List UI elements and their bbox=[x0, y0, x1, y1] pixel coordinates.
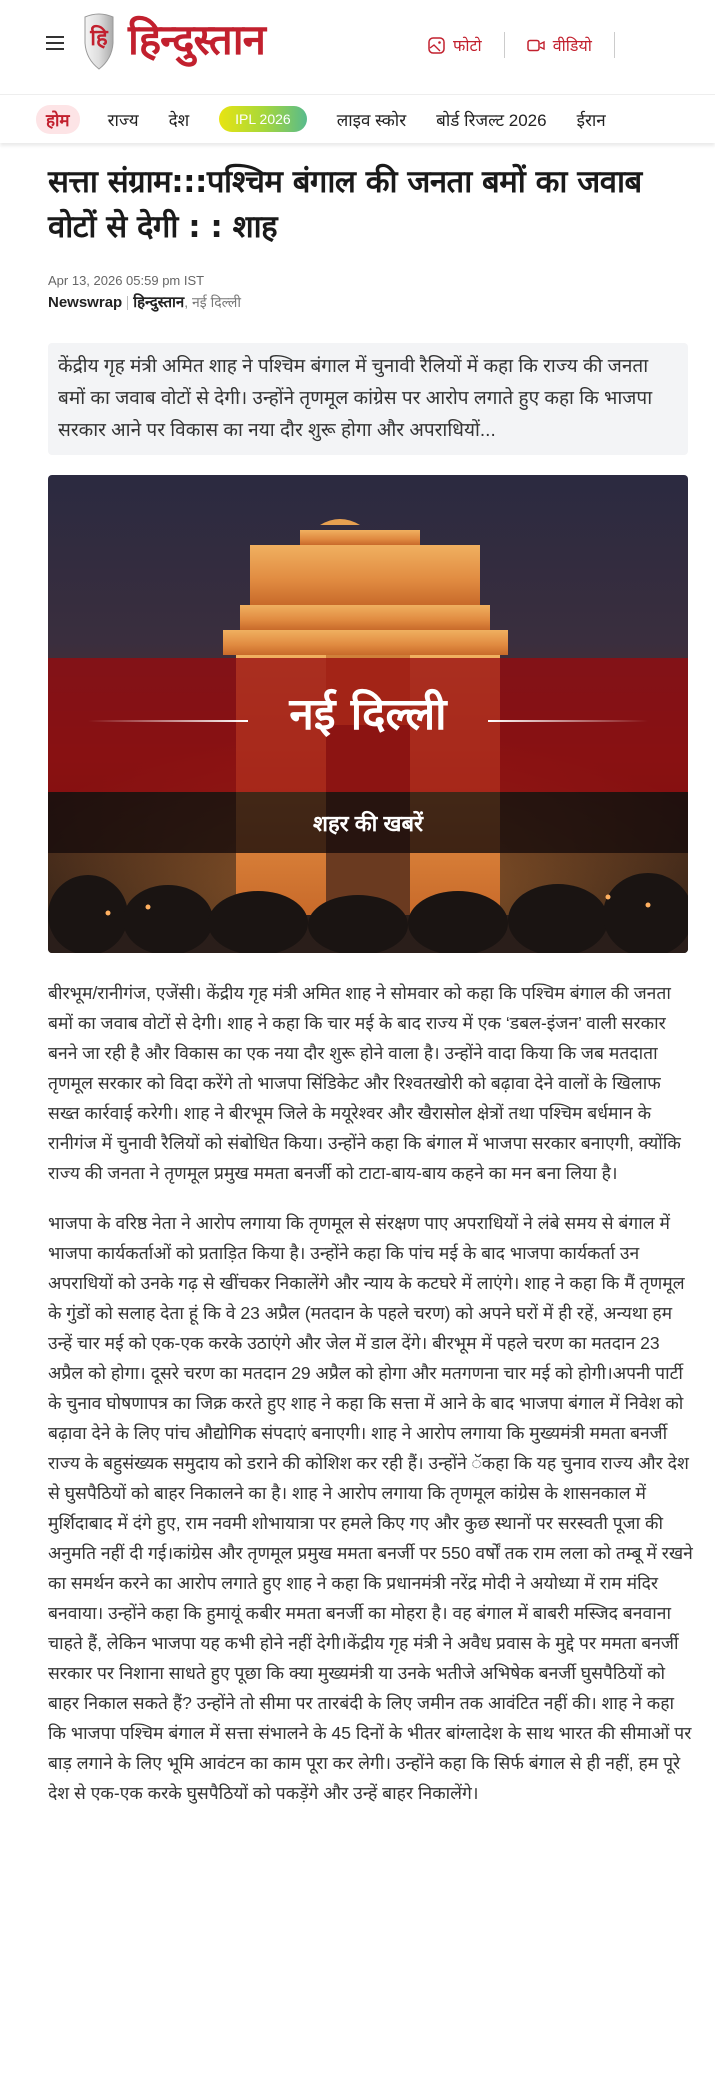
hero-title: नई दिल्ली bbox=[289, 689, 447, 740]
nav-item-country[interactable]: देश bbox=[168, 110, 190, 130]
main-nav bbox=[0, 94, 715, 143]
photo-link[interactable] bbox=[428, 34, 504, 56]
article-paragraph: भाजपा के वरिष्ठ नेता ने आरोप लगाया कि तृणमूल से संरक्षण पाए अपराधियों ने लंबे समय से बंगाल में भाजपा कार्यकर्ताओं को प्रताड़ित किया है। उन्होंने कहा कि पांच मई के बाद भाजपा कार्यकर्ता उन अपराधियों को उनके गढ़ से खींचकर निकालेंगे और न्याय के कटघरे में लाएंगे। शाह ने कहा कि मैं तृणमूल के गुंडों को सलाह देता हूं कि वे 23 अप्रैल (मतदान के पहले चरण) को अपने घरों में ही रहें, अन्यथा हम उन्हें चार मई को एक-एक करके उठाएंगे और जेल में डाल देंगे। बीरभूम में पहले चरण का मतदान 23 अप्रैल को होगा। दूसरे चरण का मतदान 29 अप्रैल को होगा और मतगणना चार मई को होगी।अपनी पार्टी के चुनाव घोषणापत्र का जिक्र करते हुए शाह ने कहा कि सत्ता में आने के बाद भाजपा बंगाल में निवेश को बढ़ावा देने के लिए पांच औद्योगिक संपदाएं बनाएगी। शाह ने आरोप लगाया कि मुख्यमंत्री ममता बनर्जी राज्य के बहुसंख्यक समुदाय को डराने की कोशिश कर रही हैं। उन्होंने ॅकहा कि यह चुनाव राज्य और देश से घुसपैठियों को बाहर निकालने का है। शाह ने आरोप लगाया कि तृणमूल कांग्रेस के शासनकाल में मुर्शिदाबाद में दंगे हुए, राम नवमी शोभायात्रा पर हमले किए गए और कुछ स्थानों पर सरस्वती पूजा की अनुमति नहीं दी गई।कांग्रेस और तृणमूल प्रमुख ममता बनर्जी पर 550 वर्षों तक राम लला को तम्बू में रखने का समर्थन करने का आरोप लगाते हुए शाह ने कहा कि प्रधानमंत्री नरेंद्र मोदी ने अयोध्या में राम मंदिर बनवाया। उन्होंने कहा कि हुमायूं कबीर ममता बनर्जी का मोहरा है। वह बंगाल में बाबरी मस्जिद बनवाना चाहते हैं, लेकिन भाजपा यह कभी होने नहीं देगी।केंद्रीय गृह मंत्री ने अवैध प्रवास के मुद्दे पर ममता बनर्जी सरकार पर निशाना साधते हुए पूछा कि क्या मुख्यमंत्री या उनके भतीजे अभिषेक बनर्जी घुसपैठियों को बाहर निकाल सकते हैं? उन्होंने तो सीमा पर तारबंदी के लिए जमीन तक आवंटित नहीं की। शाह ने कहा कि भाजपा पश्चिम बंगाल में सत्ता संभालने के 45 दिनों के भीतर बांग्लादेश के साथ भारत की सीमाओं पर बाड़ लगाने के लिए भूमि आवंटन का काम पूरा कर लेगी। उन्होंने कहा कि सिर्फ बंगाल से ही नहीं, हम पूरे देश से एक-एक करके घुसपैठियों को पकड़ेंगे और उन्हें बाहर निकालेंगे। bbox=[48, 1213, 693, 1803]
nav-item-live-score[interactable]: लाइव स्कोर bbox=[336, 110, 407, 130]
article-header bbox=[48, 160, 688, 312]
nav-item-home[interactable]: होम bbox=[36, 105, 80, 134]
author-name[interactable]: Newswrap bbox=[48, 294, 123, 311]
article-date: Apr 13, 2026 05:59 pm IST bbox=[48, 273, 205, 288]
video-label: वीडियो bbox=[552, 38, 592, 55]
photo-label: फोटो bbox=[453, 38, 482, 55]
photo-icon bbox=[428, 37, 445, 54]
hero-subtitle: शहर की खबरें bbox=[312, 811, 423, 836]
video-icon bbox=[527, 39, 545, 52]
article-paragraph: बीरभूम/रानीगंज, एजेंसी। केंद्रीय गृह मंत्री अमित शाह ने सोमवार को कहा कि पश्चिम बंगाल की जनता बमों का जवाब वोटों से देगी। शाह ने कहा कि चार मई के बाद राज्य में एक ‘डबल-इंजन’ वाली सरकार बनने जा रही है और विकास का एक नया दौर शुरू होने वाला है। उन्होंने वादा किया कि जब मतदाता तृणमूल सरकार को विदा करेंगे तो भाजपा सिंडिकेट और रिश्वतखोरी को बढ़ावा देने वालों के खिलाफ सख्त कार्रवाई करेगी। शाह ने बीरभूम जिले के मयूरेश्वर और खैरासोल क्षेत्रों तथा पश्चिम बर्धमान के रानीगंज में चुनावी रैलियों को संबोधित किया। उन्होंने कहा कि बंगाल में भाजपा सरकार बनाएगी, क्योंकि राज्य की जनता ने तृणमूल प्रमुख ममता बनर्जी को टाटा-बाय-बाय कहने का मन बना लिया है। bbox=[48, 983, 681, 1183]
site-header bbox=[0, 0, 715, 92]
article-summary: केंद्रीय गृह मंत्री अमित शाह ने पश्चिम बंगाल में चुनावी रैलियों में कहा कि राज्य की जनता बमों का जवाब वोटों से देगी। उन्होंने तृणमूल कांग्रेस पर आरोप लगाते हुए कहा कि भाजपा सरकार आने पर विकास का नया दौर शुरू होगा और अपराधियों... bbox=[48, 343, 688, 455]
nav-item-iran[interactable]: ईरान bbox=[576, 110, 606, 130]
logo-text: हिन्दुस्तान bbox=[128, 15, 265, 64]
quick-links bbox=[428, 30, 637, 60]
byline bbox=[48, 292, 688, 312]
site-logo[interactable] bbox=[82, 8, 265, 72]
nav-item-states[interactable]: राज्य bbox=[107, 110, 139, 130]
article-place: , नई दिल्ली bbox=[184, 294, 242, 310]
nav-item-ipl[interactable]: IPL 2026 bbox=[219, 106, 307, 132]
hero-image bbox=[48, 475, 688, 953]
divider bbox=[504, 32, 505, 58]
byline-divider bbox=[127, 296, 128, 310]
publication-name: हिन्दुस्तान bbox=[133, 294, 185, 311]
divider bbox=[614, 32, 615, 58]
video-link[interactable] bbox=[527, 34, 614, 56]
logo-mark: हि bbox=[90, 26, 108, 51]
nav-item-board-result[interactable]: बोर्ड रिजल्ट 2026 bbox=[436, 110, 547, 130]
article-body bbox=[48, 978, 693, 1828]
article-title: सत्ता संग्राम:::पश्चिम बंगाल की जनता बमों का जवाब वोटों से देगी : : शाह bbox=[48, 164, 642, 245]
logo-shield-icon bbox=[82, 9, 116, 71]
hamburger-icon[interactable] bbox=[46, 36, 64, 50]
gate-dome bbox=[320, 519, 360, 525]
